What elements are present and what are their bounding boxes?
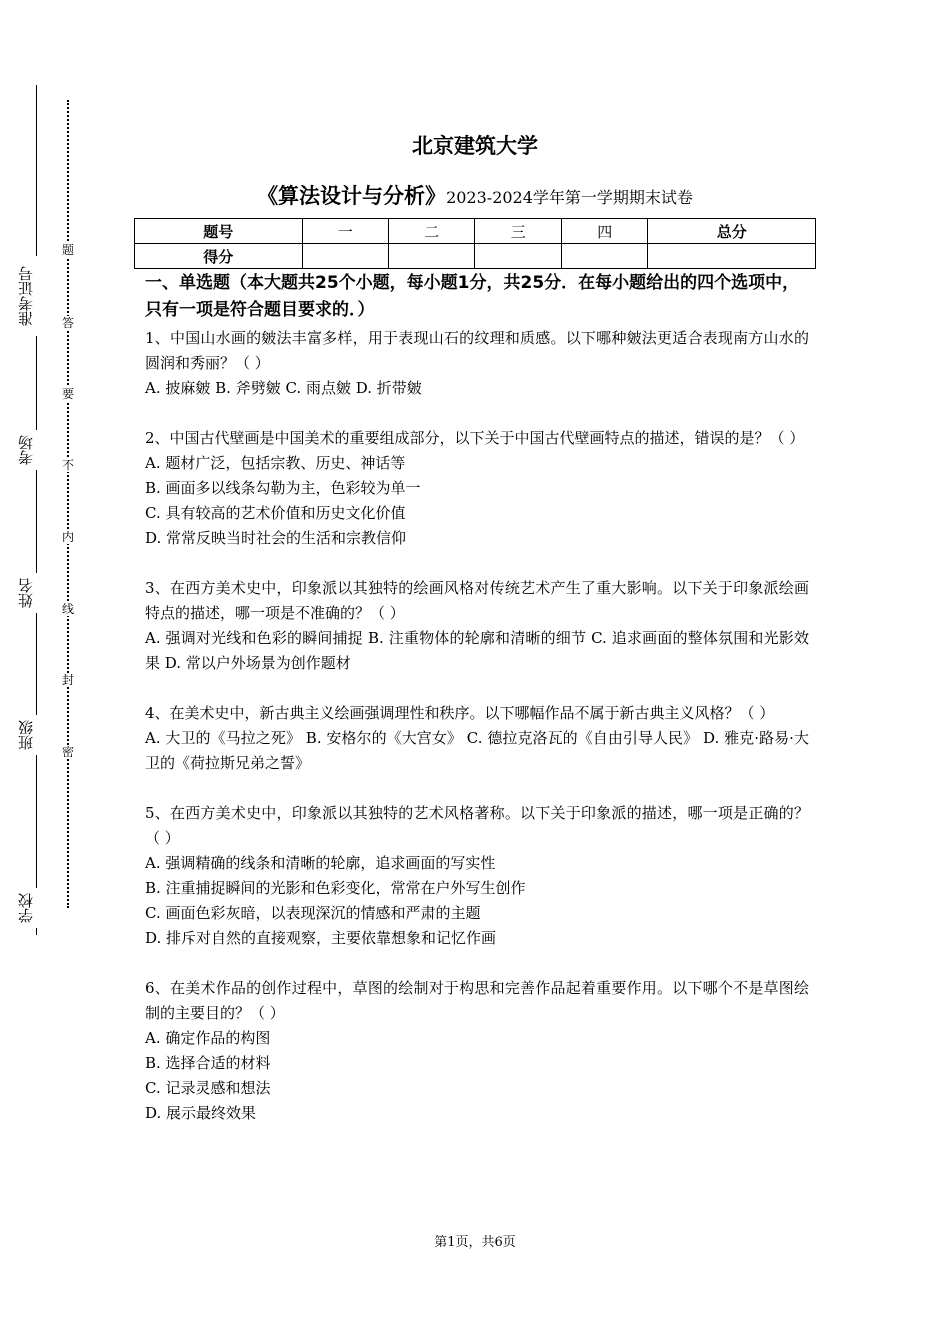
question-2: [145, 426, 809, 551]
binding-line: [36, 85, 37, 935]
score-cell[interactable]: [475, 244, 561, 269]
course-name: 《算法设计与分析》: [257, 184, 447, 208]
seal-dotted-line: [67, 100, 69, 908]
question-6: [145, 976, 809, 1126]
question-5: [145, 801, 809, 951]
seal-char: 封: [61, 673, 74, 687]
score-row-label: 得分: [135, 244, 303, 269]
option-d: D. 排斥对自然的直接观察，主要依靠想象和记忆作画: [145, 929, 497, 947]
question-stem: 6、在美术作品的创作过程中，草图的绘制对于构思和完善作品起着重要作用。以下哪个不是草图绘制的主要目的？（ ）: [145, 979, 809, 1022]
question-options: A. 大卫的《马拉之死》 B. 安格尔的《大宫女》 C. 德拉克洛瓦的《自由引导人民》 D. 雅克·路易·大卫的《荷拉斯兄弟之誓》: [145, 729, 809, 772]
score-header-cell: 总分: [648, 219, 816, 244]
score-table-header-row: [135, 219, 816, 244]
option-d: D. 常常反映当时社会的生活和宗教信仰: [145, 529, 407, 547]
score-header-cell: 二: [388, 219, 474, 244]
score-header-cell: 一: [302, 219, 388, 244]
exam-room-label: 考场: [18, 430, 44, 470]
school-label: 学校: [18, 888, 44, 928]
seal-char: 线: [61, 602, 74, 616]
score-cell[interactable]: [648, 244, 816, 269]
option-a: A. 题材广泛，包括宗教、历史、神话等: [145, 454, 406, 472]
score-header-cell: 三: [475, 219, 561, 244]
seal-char: 答: [61, 316, 74, 330]
class-label: 班级: [18, 715, 44, 755]
score-cell[interactable]: [561, 244, 647, 269]
term-text: 2023-2024学年第一学期期末试卷: [446, 188, 693, 207]
score-header-cell: 题号: [135, 219, 303, 244]
option-a: A. 强调精确的线条和清晰的轮廓，追求画面的写实性: [145, 854, 496, 872]
score-header-cell: 四: [561, 219, 647, 244]
question-3: [145, 576, 809, 676]
section-title: 一、单选题（本大题共25个小题，每小题1分，共25分．在每小题给出的四个选项中，只有一项是符合题目要求的．）: [145, 273, 800, 320]
score-table-score-row: [135, 244, 816, 269]
seal-char: 内: [61, 530, 74, 544]
option-a: A. 确定作品的构图: [145, 1029, 271, 1047]
question-options: A. 披麻皴 B. 斧劈皴 C. 雨点皴 D. 折带皴: [145, 379, 422, 397]
option-d: D. 展示最终效果: [145, 1104, 257, 1122]
question-stem: 5、在西方美术史中，印象派以其独特的艺术风格著称。以下关于印象派的描述，哪一项是正确的？（ ）: [145, 804, 809, 847]
score-cell[interactable]: [388, 244, 474, 269]
university-title: 北京建筑大学: [412, 134, 538, 158]
score-cell[interactable]: [302, 244, 388, 269]
option-b: B. 画面多以线条勾勒为主，色彩较为单一: [145, 479, 421, 497]
exam-content: [145, 270, 809, 1151]
question-1: [145, 326, 809, 401]
seal-char: 密: [61, 745, 74, 759]
exam-id-label: 准考证号: [18, 256, 44, 336]
question-4: [145, 701, 809, 776]
question-options: A. 强调对光线和色彩的瞬间捕捉 B. 注重物体的轮廓和清晰的细节 C. 追求画面的整体氛围和光影效果 D. 常以户外场景为创作题材: [145, 629, 809, 672]
question-stem: 3、在西方美术史中，印象派以其独特的绘画风格对传统艺术产生了重大影响。以下关于印象派绘画特点的描述，哪一项是不准确的？（ ）: [145, 579, 809, 622]
question-stem: 1、中国山水画的皴法丰富多样，用于表现山石的纹理和质感。以下哪种皴法更适合表现南方山水的圆润和秀丽？（ ）: [145, 329, 809, 372]
page-number: 第1页，共6页: [434, 1235, 516, 1250]
seal-char: 不: [61, 458, 74, 472]
score-table: [134, 218, 816, 269]
option-c: C. 具有较高的艺术价值和历史文化价值: [145, 504, 406, 522]
exam-title: [0, 180, 950, 210]
seal-char: 要: [61, 387, 74, 401]
option-c: C. 记录灵感和想法: [145, 1079, 271, 1097]
name-label: 姓名: [18, 573, 44, 613]
option-b: B. 注重捕捉瞬间的光影和色彩变化，常常在户外写生创作: [145, 879, 526, 897]
option-c: C. 画面色彩灰暗，以表现深沉的情感和严肃的主题: [145, 904, 481, 922]
seal-char: 题: [61, 243, 74, 257]
question-stem: 4、在美术史中，新古典主义绘画强调理性和秩序。以下哪幅作品不属于新古典主义风格？（ ）: [145, 704, 775, 722]
option-b: B. 选择合适的材料: [145, 1054, 271, 1072]
question-stem: 2、中国古代壁画是中国美术的重要组成部分，以下关于中国古代壁画特点的描述，错误的是？（ ）: [145, 429, 805, 447]
